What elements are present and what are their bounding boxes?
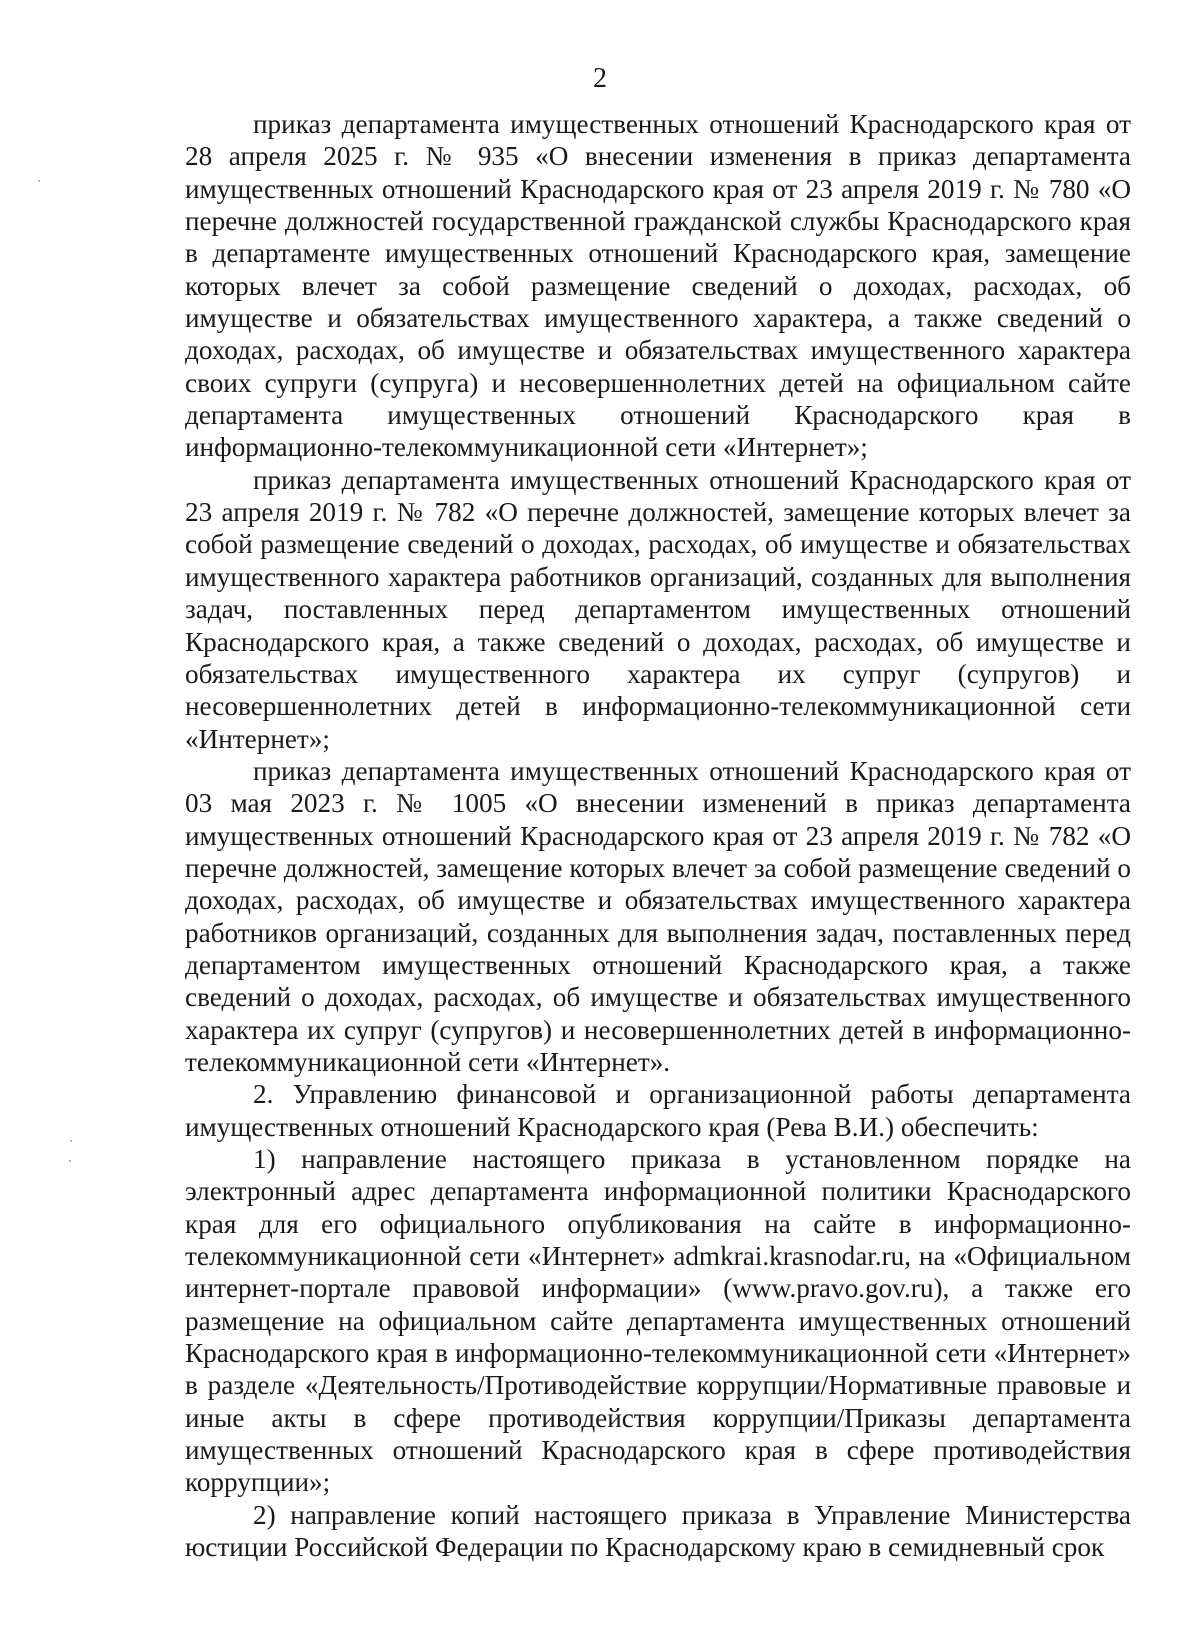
- paragraph-order-1005: приказ департамента имущественных отношений Краснодарского края от 03 мая 2023 г. № 1005 «О внесении изменений в приказ департамента имущественных отношений Краснодарского края от 23 апреля 2019 г. № 782 «О перечне должностей, замещение которых влечет за собой размещение сведений о доходах, расходах, об имуществе и обязательствах имущественного характера работников организаций, созданных для выполнения задач, поставленных перед департаментом имущественных отношений Краснодарского края, а также сведений о доходах, расходах, об имуществе и обязательствах имущественного характера их супруг (супругов) и несовершеннолетних детей в информационно-телекоммуникационной сети «Интернет».: [185, 755, 1131, 1077]
- document-body: [185, 108, 1131, 1563]
- scan-speck: [69, 1160, 71, 1162]
- paragraph-order-782: приказ департамента имущественных отношений Краснодарского края от 23 апреля 2019 г. № 782 «О перечне должностей, замещение которых влечет за собой размещение сведений о доходах, расходах, об имуществе и обязательствах имущественного характера работников организаций, созданных для выполнения задач, поставленных перед департаментом имущественных отношений Краснодарского края, а также сведений о доходах, расходах, об имуществе и обязательствах имущественного характера их супруг (супругов) и несовершеннолетних детей в информационно-телекоммуникационной сети «Интернет»;: [185, 464, 1131, 754]
- page-number: 2: [593, 63, 607, 94]
- paragraph-subitem-2: 2) направление копий настоящего приказа в Управление Министерства юстиции Российской Федерации по Краснодарскому краю в семидневный срок: [185, 1499, 1131, 1563]
- paragraph-subitem-1: 1) направление настоящего приказа в установленном порядке на электронный адрес департамента информационной политики Краснодарского края для его официального опубликования на сайте в информационно-телекоммуникационной сети «Интернет» admkrai.krasnodar.ru, на «Официальном интернет-портале правовой информации» (www.pravo.gov.ru), а также его размещение на официальном сайте департамента имущественных отношений Краснодарского края в информационно-телекоммуникационной сети «Интернет» в разделе «Деятельность/Противодействие коррупции/Нормативные правовые и иные акты в сфере противодействия коррупции/Приказы департамента имущественных отношений Краснодарского края в сфере противодействия коррупции»;: [185, 1144, 1131, 1498]
- scan-speck: [70, 1140, 72, 1142]
- paragraph-order-935: приказ департамента имущественных отношений Краснодарского края от 28 апреля 2025 г. № 935 «О внесении изменения в приказ департамента имущественных отношений Краснодарского края от 23 апреля 2019 г. № 780 «О перечне должностей государственной гражданской службы Краснодарского края в департаменте имущественных отношений Краснодарского края, замещение которых влечет за собой размещение сведений о доходах, расходах, об имуществе и обязательствах имущественного характера, а также сведений о доходах, расходах, об имуществе и обязательствах имущественного характера своих супруги (супруга) и несовершеннолетних детей на официальном сайте департамента имущественных отношений Краснодарского края в информационно-телекоммуникационной сети «Интернет»;: [185, 109, 1131, 463]
- paragraph-item-2: 2. Управлению финансовой и организационной работы департамента имущественных отношений Краснодарского края (Рева В.И.) обеспечить:: [185, 1079, 1131, 1142]
- scan-speck: [38, 180, 40, 182]
